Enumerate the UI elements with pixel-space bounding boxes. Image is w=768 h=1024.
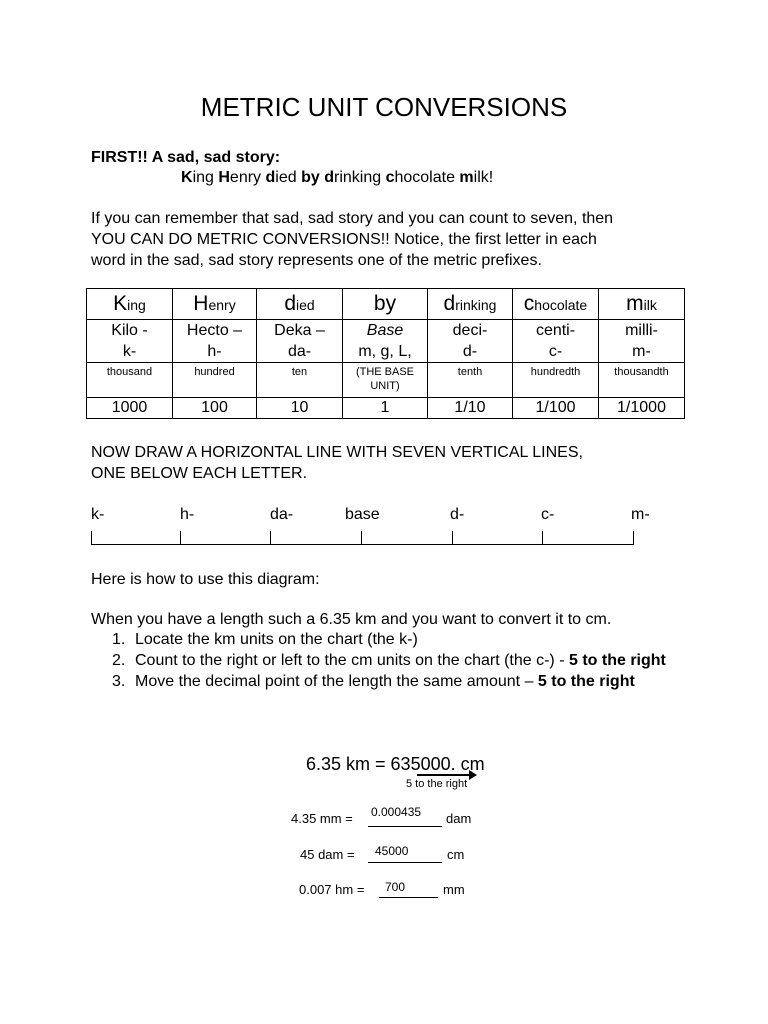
table-header-row (87, 289, 685, 320)
list-item: 3. Move the decimal point of the length the same amount – 5 to the right (112, 673, 635, 690)
header-milk: milk (599, 289, 685, 320)
table-cell: thousandth (599, 363, 685, 398)
table-cell: Base m, g, L, (343, 320, 428, 363)
prefix-descriptions-row (87, 363, 685, 398)
instruction-text: NOW DRAW A HORIZONTAL LINE WITH SEVEN VERTICAL LINES, ONE BELOW EACH LETTER. (91, 444, 583, 482)
scale-label-m: m- (631, 506, 650, 523)
answer-1: 0.000435 (371, 805, 422, 819)
header-died: died (257, 289, 343, 320)
table-cell: 10 (257, 398, 343, 419)
scale-tick (633, 531, 634, 545)
table-cell: 1000 (87, 398, 173, 419)
prefix-names-row (87, 320, 685, 363)
table-cell: (THE BASE UNIT) (343, 363, 428, 398)
table-cell: tenth (428, 363, 513, 398)
intro-paragraph: If you can remember that sad, sad story and you can count to seven, then YOU CAN DO METRIC CONVERSIONS!! Notice, the first letter in each word in the sad, sad story represents one of the metric prefixes. (91, 210, 614, 269)
header-henry: Henry (173, 289, 257, 320)
scale-label-c: c- (541, 506, 555, 523)
scale-label-k: k- (91, 506, 105, 523)
scale-label-d: d- (450, 506, 465, 523)
table-cell: milli- m- (599, 320, 685, 363)
example-equation: 6.35 km = 635000. cm (306, 754, 485, 774)
howto-text: Here is how to use this diagram: (91, 571, 320, 588)
table-cell: 100 (173, 398, 257, 419)
scale-label-base: base (345, 506, 380, 523)
table-cell: 1/100 (513, 398, 599, 419)
problem-1-left: 4.35 mm = (291, 811, 353, 826)
header-drinking: drinking (428, 289, 513, 320)
scale-tick (270, 531, 271, 545)
steps-list (91, 629, 691, 692)
mnemonic-line: King Henry died by drinking chocolate milk! (181, 169, 494, 186)
table-cell: Hecto – h- (173, 320, 257, 363)
answer-3: 700 (385, 880, 406, 894)
prefix-number-line (91, 531, 634, 545)
scale-tick (542, 531, 543, 545)
right-arrow-icon (417, 774, 475, 776)
problem-2-unit: cm (447, 847, 465, 862)
table-cell: 1/1000 (599, 398, 685, 419)
table-cell: Kilo - k- (87, 320, 173, 363)
scale-tick (180, 531, 181, 545)
table-cell: 1/10 (428, 398, 513, 419)
table-cell: deci- d- (428, 320, 513, 363)
problem-1-unit: dam (446, 811, 472, 826)
scale-tick (91, 531, 92, 545)
scale-tick (361, 531, 362, 545)
arrow-label: 5 to the right (406, 778, 468, 790)
table-cell: Deka – da- (257, 320, 343, 363)
list-item: 2. Count to the right or left to the cm units on the chart (the c-) - 5 to the right (112, 652, 666, 669)
prefix-table (86, 288, 685, 419)
table-cell: hundredth (513, 363, 599, 398)
problem-3-left: 0.007 hm = (299, 882, 365, 897)
table-cell: hundred (173, 363, 257, 398)
table-cell: 1 (343, 398, 428, 419)
table-cell: centi- c- (513, 320, 599, 363)
scale-label-da: da- (270, 506, 294, 523)
table-cell: thousand (87, 363, 173, 398)
table-cell: ten (257, 363, 343, 398)
list-item: 1. Locate the km units on the chart (the k-) (112, 631, 418, 648)
scale-label-h: h- (180, 506, 195, 523)
prefix-values-row (87, 398, 685, 419)
problem-2-left: 45 dam = (300, 847, 355, 862)
story-heading: FIRST!! A sad, sad story: (91, 149, 281, 166)
page-title: METRIC UNIT CONVERSIONS (200, 92, 568, 122)
example-intro: When you have a length such a 6.35 km and you want to convert it to cm. (91, 611, 612, 628)
problem-3-unit: mm (443, 882, 465, 897)
header-chocolate: chocolate (513, 289, 599, 320)
header-king: King (87, 289, 173, 320)
scale-tick (452, 531, 453, 545)
header-by: by (343, 289, 428, 320)
answer-2: 45000 (375, 844, 409, 858)
